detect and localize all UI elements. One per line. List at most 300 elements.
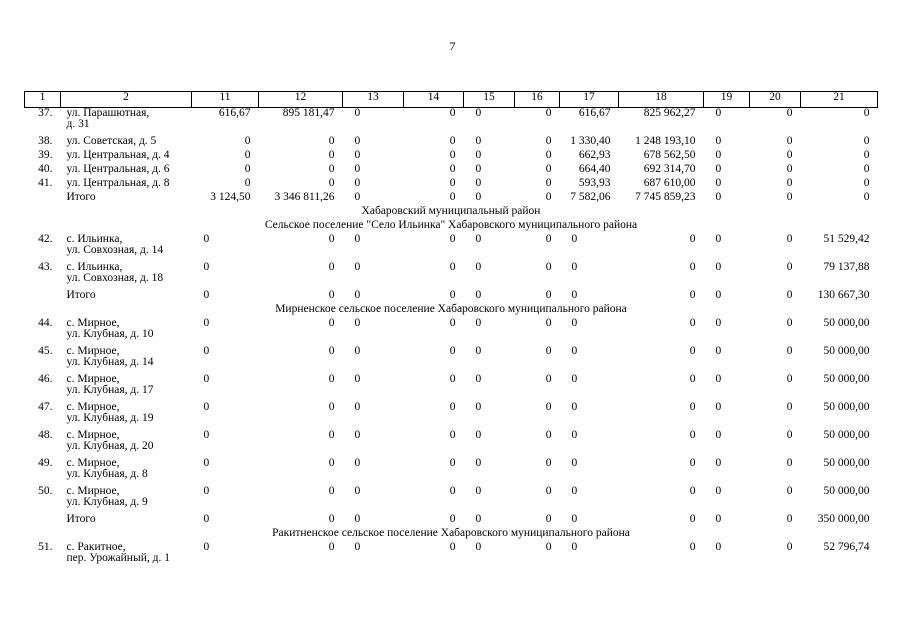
value-cell-17: 0 [571, 456, 578, 469]
table-body [25, 108, 878, 570]
value-cell-21: 0 [863, 162, 870, 175]
row-number: 49. [38, 456, 53, 469]
section-heading-row [25, 206, 878, 220]
value-cell-16: 0 [545, 456, 552, 469]
column-header: 1 [25, 92, 61, 108]
value-cell-20: 0 [786, 456, 793, 469]
value-cell-14: 0 [449, 484, 456, 497]
value-cell-12: 0 [328, 176, 335, 189]
value-cell-18: 687 610,00 [643, 176, 696, 189]
address-line: с. Мирное, [66, 428, 120, 441]
table-row [25, 178, 878, 192]
value-cell-17: 0 [571, 288, 578, 301]
address-cell [61, 514, 192, 528]
value-cell-13: 0 [354, 372, 361, 385]
value-cell-13: 0 [354, 148, 361, 161]
address-cell [61, 430, 192, 458]
value-cell-20: 0 [786, 134, 793, 147]
address-line: ул. Клубная, д. 17 [66, 383, 154, 396]
value-cell-19: 0 [715, 176, 722, 189]
value-cell-14: 0 [449, 107, 456, 119]
value-cell-15: 0 [475, 456, 482, 469]
address-cell [61, 164, 192, 178]
table-row [25, 108, 878, 136]
value-cell-20: 0 [786, 372, 793, 385]
value-cell-16: 0 [545, 176, 552, 189]
value-cell-15: 0 [475, 372, 482, 385]
value-cell-18: 0 [689, 540, 696, 553]
row-number: 46. [38, 372, 53, 385]
value-cell-21: 350 000,00 [817, 512, 870, 525]
value-cell-21: 0 [863, 107, 870, 119]
value-cell-12: 895 181,47 [282, 107, 335, 119]
value-cell-17: 662,93 [578, 148, 611, 161]
value-cell-13: 0 [354, 456, 361, 469]
value-cell-11: 0 [203, 316, 210, 329]
value-cell-16: 0 [545, 512, 552, 525]
value-cell-19: 0 [715, 512, 722, 525]
value-cell-11: 0 [203, 512, 210, 525]
value-cell-12: 0 [328, 148, 335, 161]
value-cell-16: 0 [545, 344, 552, 357]
table-row [25, 262, 878, 290]
value-cell-17: 7 582,06 [570, 190, 611, 203]
value-cell-18: 825 962,27 [643, 107, 696, 119]
column-header: 17 [560, 92, 619, 108]
value-cell-15: 0 [475, 190, 482, 203]
table-row [25, 374, 878, 402]
value-cell-21: 0 [863, 134, 870, 147]
table-row [25, 150, 878, 164]
value-cell-14: 0 [449, 372, 456, 385]
value-cell-12: 0 [328, 540, 335, 553]
value-cell-12: 0 [328, 512, 335, 525]
value-cell-21: 0 [863, 148, 870, 161]
value-cell-11: 0 [203, 260, 210, 273]
value-cell-19: 0 [715, 484, 722, 497]
table-row [25, 346, 878, 374]
value-cell-21: 52 796,74 [823, 540, 870, 553]
value-cell-13: 0 [354, 512, 361, 525]
value-cell-15: 0 [475, 428, 482, 441]
row-number: 40. [38, 162, 53, 175]
value-cell-19: 0 [715, 260, 722, 273]
value-cell-18: 7 745 859,23 [635, 190, 696, 203]
value-cell-16: 0 [545, 288, 552, 301]
value-cell-13: 0 [354, 232, 361, 245]
address-line: ул. Клубная, д. 20 [66, 439, 154, 452]
address-cell [61, 192, 192, 206]
column-header: 13 [343, 92, 404, 108]
address-cell [61, 108, 192, 136]
address-cell [61, 402, 192, 430]
value-cell-13: 0 [354, 107, 361, 119]
value-cell-11: 0 [244, 176, 251, 189]
value-cell-19: 0 [715, 428, 722, 441]
header-row [25, 92, 878, 108]
value-cell-17: 0 [571, 344, 578, 357]
value-cell-14: 0 [449, 176, 456, 189]
address-line: с. Мирное, [66, 456, 120, 469]
value-cell-12: 0 [328, 316, 335, 329]
data-table [24, 91, 878, 570]
value-cell-14: 0 [449, 148, 456, 161]
address-line: Итого [66, 190, 96, 203]
address-line: ул. Советская, д. 5 [66, 134, 157, 147]
value-cell-17: 0 [571, 400, 578, 413]
value-cell-11: 0 [203, 372, 210, 385]
value-cell-21: 50 000,00 [823, 484, 870, 497]
address-cell [61, 178, 192, 192]
value-cell-11: 3 124,50 [210, 190, 251, 203]
value-cell-18: 0 [689, 484, 696, 497]
value-cell-15: 0 [475, 512, 482, 525]
value-cell-20: 0 [786, 162, 793, 175]
row-number: 39. [38, 148, 53, 161]
value-cell-20: 0 [786, 107, 793, 119]
value-cell-19: 0 [715, 134, 722, 147]
value-cell-17: 0 [571, 232, 578, 245]
value-cell-19: 0 [715, 456, 722, 469]
value-cell-20: 0 [786, 232, 793, 245]
value-cell-12: 0 [328, 288, 335, 301]
value-cell-21: 50 000,00 [823, 428, 870, 441]
value-cell-18: 0 [689, 344, 696, 357]
value-cell-18: 0 [689, 456, 696, 469]
value-cell-19: 0 [715, 232, 722, 245]
value-cell-11: 0 [244, 134, 251, 147]
value-cell-13: 0 [354, 260, 361, 273]
section-heading: Мирненское сельское поселение Хабаровского муниципального района [275, 302, 627, 315]
address-line: ул. Парашютная, [66, 107, 150, 119]
value-cell-19: 0 [715, 372, 722, 385]
value-cell-13: 0 [354, 400, 361, 413]
value-cell-15: 0 [475, 288, 482, 301]
value-cell-12: 0 [328, 372, 335, 385]
value-cell-15: 0 [475, 134, 482, 147]
value-cell-12: 0 [328, 428, 335, 441]
value-cell-15: 0 [475, 316, 482, 329]
value-cell-15: 0 [475, 176, 482, 189]
value-cell-21: 50 000,00 [823, 316, 870, 329]
address-cell [61, 290, 192, 304]
value-cell-13: 0 [354, 540, 361, 553]
value-cell-11: 0 [244, 162, 251, 175]
value-cell-14: 0 [449, 162, 456, 175]
value-cell-11: 0 [203, 288, 210, 301]
value-cell-14: 0 [449, 260, 456, 273]
value-cell-13: 0 [354, 176, 361, 189]
value-cell-17: 593,93 [578, 176, 611, 189]
value-cell-15: 0 [475, 400, 482, 413]
value-cell-11: 616,67 [218, 107, 251, 119]
value-cell-18: 0 [689, 428, 696, 441]
value-cell-16: 0 [545, 400, 552, 413]
row-number: 48. [38, 428, 53, 441]
value-cell-12: 0 [328, 484, 335, 497]
section-heading: Ракитненское сельское поселение Хабаровского муниципального района [272, 526, 630, 539]
value-cell-11: 0 [203, 232, 210, 245]
value-cell-21: 50 000,00 [823, 372, 870, 385]
address-line: с. Мирное, [66, 316, 120, 329]
address-line: с. Мирное, [66, 484, 120, 497]
row-number: 43. [38, 260, 53, 273]
value-cell-13: 0 [354, 344, 361, 357]
value-cell-19: 0 [715, 400, 722, 413]
address-line: Итого [66, 512, 96, 525]
value-cell-18: 0 [689, 288, 696, 301]
table-row [25, 458, 878, 486]
value-cell-16: 0 [545, 148, 552, 161]
table-row [25, 318, 878, 346]
row-number: 38. [38, 134, 53, 147]
value-cell-15: 0 [475, 232, 482, 245]
value-cell-12: 0 [328, 456, 335, 469]
value-cell-16: 0 [545, 428, 552, 441]
column-header: 16 [515, 92, 560, 108]
value-cell-19: 0 [715, 316, 722, 329]
table-row [25, 192, 878, 206]
value-cell-14: 0 [449, 456, 456, 469]
value-cell-11: 0 [244, 148, 251, 161]
table-row [25, 486, 878, 514]
address-line: ул. Клубная, д. 9 [66, 495, 148, 508]
row-number: 45. [38, 344, 53, 357]
address-cell [61, 234, 192, 262]
value-cell-12: 0 [328, 400, 335, 413]
column-header: 2 [61, 92, 192, 108]
value-cell-13: 0 [354, 484, 361, 497]
value-cell-16: 0 [545, 540, 552, 553]
value-cell-17: 0 [571, 428, 578, 441]
value-cell-20: 0 [786, 400, 793, 413]
value-cell-18: 0 [689, 232, 696, 245]
value-cell-21: 51 529,42 [823, 232, 870, 245]
row-number [25, 290, 61, 304]
value-cell-16: 0 [545, 162, 552, 175]
value-cell-21: 50 000,00 [823, 456, 870, 469]
value-cell-17: 0 [571, 372, 578, 385]
column-header: 20 [750, 92, 801, 108]
value-cell-19: 0 [715, 162, 722, 175]
value-cell-20: 0 [786, 260, 793, 273]
address-line: с. Ильинка, [66, 260, 123, 273]
address-line: с. Мирное, [66, 344, 120, 357]
address-line: ул. Клубная, д. 8 [66, 467, 148, 480]
address-cell [61, 458, 192, 486]
value-cell-13: 0 [354, 134, 361, 147]
value-cell-17: 1 330,40 [570, 134, 611, 147]
section-heading-row [25, 528, 878, 542]
section-heading-row [25, 220, 878, 234]
address-line: с. Ильинка, [66, 232, 123, 245]
row-number [25, 514, 61, 528]
value-cell-14: 0 [449, 400, 456, 413]
value-cell-19: 0 [715, 107, 722, 119]
address-line: с. Мирное, [66, 400, 120, 413]
section-heading: Хабаровский муниципальный район [361, 204, 541, 217]
value-cell-14: 0 [449, 190, 456, 203]
table-row [25, 136, 878, 150]
value-cell-17: 0 [571, 260, 578, 273]
value-cell-17: 616,67 [578, 107, 611, 119]
value-cell-12: 0 [328, 260, 335, 273]
address-cell [61, 318, 192, 346]
value-cell-11: 0 [203, 540, 210, 553]
value-cell-14: 0 [449, 316, 456, 329]
value-cell-20: 0 [786, 176, 793, 189]
address-cell [61, 136, 192, 150]
value-cell-12: 0 [328, 232, 335, 245]
value-cell-13: 0 [354, 288, 361, 301]
value-cell-15: 0 [475, 344, 482, 357]
value-cell-14: 0 [449, 428, 456, 441]
row-number: 47. [38, 400, 53, 413]
value-cell-13: 0 [354, 316, 361, 329]
value-cell-18: 1 248 193,10 [635, 134, 696, 147]
column-header: 14 [404, 92, 464, 108]
value-cell-14: 0 [449, 512, 456, 525]
value-cell-17: 0 [571, 484, 578, 497]
column-header: 18 [619, 92, 704, 108]
value-cell-11: 0 [203, 456, 210, 469]
value-cell-19: 0 [715, 190, 722, 203]
value-cell-20: 0 [786, 148, 793, 161]
value-cell-20: 0 [786, 484, 793, 497]
value-cell-16: 0 [545, 316, 552, 329]
value-cell-17: 664,40 [578, 162, 611, 175]
value-cell-13: 0 [354, 428, 361, 441]
value-cell-16: 0 [545, 484, 552, 497]
value-cell-15: 0 [475, 162, 482, 175]
value-cell-17: 0 [571, 540, 578, 553]
value-cell-20: 0 [786, 190, 793, 203]
value-cell-19: 0 [715, 344, 722, 357]
address-cell [61, 346, 192, 374]
table-row [25, 542, 878, 570]
value-cell-18: 692 314,70 [643, 162, 696, 175]
table-row [25, 290, 878, 304]
value-cell-11: 0 [203, 484, 210, 497]
address-line: с. Мирное, [66, 372, 120, 385]
value-cell-13: 0 [354, 162, 361, 175]
value-cell-19: 0 [715, 148, 722, 161]
value-cell-14: 0 [449, 344, 456, 357]
table-row [25, 430, 878, 458]
section-heading: Сельское поселение "Село Ильинка" Хабаровского муниципального района [264, 218, 638, 231]
value-cell-21: 0 [863, 176, 870, 189]
table-row [25, 234, 878, 262]
value-cell-19: 0 [715, 540, 722, 553]
address-line: ул. Совхозная, д. 18 [66, 271, 164, 284]
value-cell-15: 0 [475, 260, 482, 273]
value-cell-12: 0 [328, 162, 335, 175]
row-number: 42. [38, 232, 53, 245]
value-cell-16: 0 [545, 107, 552, 119]
value-cell-11: 0 [203, 344, 210, 357]
address-line: ул. Клубная, д. 14 [66, 355, 154, 368]
value-cell-15: 0 [475, 107, 482, 119]
value-cell-16: 0 [545, 134, 552, 147]
address-line: ул. Центральная, д. 4 [66, 148, 170, 161]
address-cell [61, 374, 192, 402]
value-cell-21: 79 137,88 [823, 260, 870, 273]
value-cell-11: 0 [203, 428, 210, 441]
value-cell-14: 0 [449, 134, 456, 147]
row-number: 37. [38, 107, 53, 119]
value-cell-15: 0 [475, 148, 482, 161]
address-line: д. 31 [66, 118, 90, 130]
table-row [25, 164, 878, 178]
column-header: 19 [704, 92, 750, 108]
value-cell-20: 0 [786, 288, 793, 301]
value-cell-20: 0 [786, 512, 793, 525]
address-line: ул. Совхозная, д. 14 [66, 243, 164, 256]
value-cell-12: 0 [328, 134, 335, 147]
value-cell-18: 0 [689, 372, 696, 385]
address-line: пер. Урожайный, д. 1 [66, 551, 170, 564]
column-header: 15 [464, 92, 515, 108]
table-row [25, 514, 878, 528]
row-number: 51. [38, 540, 53, 553]
value-cell-18: 0 [689, 260, 696, 273]
value-cell-20: 0 [786, 316, 793, 329]
value-cell-19: 0 [715, 288, 722, 301]
value-cell-12: 3 346 811,26 [274, 190, 335, 203]
value-cell-18: 0 [689, 400, 696, 413]
value-cell-13: 0 [354, 190, 361, 203]
section-heading-row [25, 304, 878, 318]
value-cell-18: 0 [689, 316, 696, 329]
value-cell-21: 0 [863, 190, 870, 203]
value-cell-20: 0 [786, 428, 793, 441]
value-cell-15: 0 [475, 484, 482, 497]
address-line: ул. Центральная, д. 6 [66, 162, 170, 175]
address-line: Итого [66, 288, 96, 301]
address-line: с. Ракитное, [66, 540, 126, 553]
value-cell-14: 0 [449, 288, 456, 301]
address-cell [61, 486, 192, 514]
column-header: 21 [801, 92, 878, 108]
value-cell-11: 0 [203, 400, 210, 413]
address-line: ул. Клубная, д. 19 [66, 411, 154, 424]
row-number: 50. [38, 484, 53, 497]
value-cell-14: 0 [449, 232, 456, 245]
value-cell-17: 0 [571, 316, 578, 329]
address-line: ул. Центральная, д. 8 [66, 176, 170, 189]
row-number: 44. [38, 316, 53, 329]
value-cell-21: 130 667,30 [817, 288, 870, 301]
table-row [25, 402, 878, 430]
value-cell-21: 50 000,00 [823, 344, 870, 357]
address-line: ул. Клубная, д. 10 [66, 327, 154, 340]
column-header: 12 [259, 92, 343, 108]
value-cell-20: 0 [786, 344, 793, 357]
row-number [25, 192, 61, 206]
value-cell-16: 0 [545, 372, 552, 385]
value-cell-15: 0 [475, 540, 482, 553]
value-cell-14: 0 [449, 540, 456, 553]
page-number: 7 [449, 39, 456, 53]
value-cell-16: 0 [545, 232, 552, 245]
value-cell-20: 0 [786, 540, 793, 553]
address-cell [61, 150, 192, 164]
value-cell-17: 0 [571, 512, 578, 525]
address-cell [61, 542, 192, 570]
value-cell-16: 0 [545, 260, 552, 273]
column-header: 11 [192, 92, 259, 108]
value-cell-18: 678 562,50 [643, 148, 696, 161]
